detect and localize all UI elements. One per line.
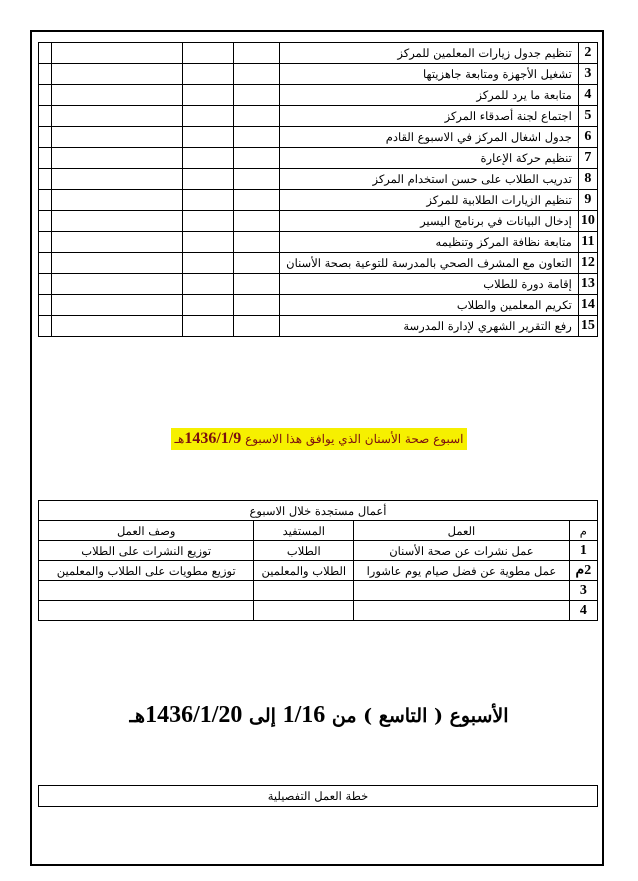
task-text: تنظيم الزيارات الطلابية للمركز [280, 190, 579, 211]
task-cell-empty [233, 106, 279, 127]
task-cell-empty [183, 148, 234, 169]
extra-row [39, 581, 598, 601]
banner-suffix: هـ [174, 432, 185, 446]
task-text: متابعة ما يرد للمركز [280, 85, 579, 106]
task-cell-empty [39, 253, 52, 274]
task-row [39, 232, 598, 253]
task-cell-empty [233, 190, 279, 211]
task-cell-empty [52, 253, 183, 274]
header-description: وصف العمل [39, 521, 254, 541]
task-row [39, 127, 598, 148]
banner-date: 1436/1/9 [184, 430, 242, 447]
task-num: 5 [578, 106, 597, 127]
task-text: تنظيم حركة الإعارة [280, 148, 579, 169]
week-prefix: الأسبوع ( التاسع ) من [331, 705, 509, 727]
week-from: 1/16 [282, 702, 326, 728]
task-row [39, 316, 598, 337]
task-text: إدخال البيانات في برنامج اليسير [280, 211, 579, 232]
task-num: 2 [578, 43, 597, 64]
task-cell-empty [233, 127, 279, 148]
task-cell-empty [183, 232, 234, 253]
task-text: تكريم المعلمين والطلاب [280, 295, 579, 316]
extra-work [354, 581, 570, 601]
task-cell-empty [183, 43, 234, 64]
task-cell-empty [183, 85, 234, 106]
task-cell-empty [52, 106, 183, 127]
task-cell-empty [233, 211, 279, 232]
task-num: 6 [578, 127, 597, 148]
task-cell-empty [233, 274, 279, 295]
plan-box [38, 785, 598, 807]
extra-beneficiary: الطلاب [254, 541, 354, 561]
task-cell-empty [52, 190, 183, 211]
task-text: تدريب الطلاب على حسن استخدام المركز [280, 169, 579, 190]
task-cell-empty [183, 295, 234, 316]
task-text: جدول اشغال المركز في الاسبوع القادم [280, 127, 579, 148]
task-text: تشغيل الأجهزة ومتابعة جاهزيتها [280, 64, 579, 85]
week-to-word: إلى [249, 705, 276, 727]
task-cell-empty [52, 43, 183, 64]
extra-work [354, 601, 570, 621]
highlight-bar [171, 428, 468, 450]
task-cell-empty [233, 316, 279, 337]
task-cell-empty [52, 232, 183, 253]
task-num: 12 [578, 253, 597, 274]
task-num: 10 [578, 211, 597, 232]
task-cell-empty [183, 169, 234, 190]
extra-num: 3 [569, 581, 597, 601]
extra-row [39, 541, 598, 561]
task-cell-empty [183, 316, 234, 337]
task-num: 7 [578, 148, 597, 169]
extra-header-row [39, 521, 598, 541]
plan-label: خطة العمل التفصيلية [267, 789, 369, 803]
task-cell-empty [39, 232, 52, 253]
extra-row [39, 561, 598, 581]
task-cell-empty [52, 169, 183, 190]
task-cell-empty [39, 274, 52, 295]
tasks-table [38, 42, 598, 337]
task-cell-empty [39, 316, 52, 337]
task-num: 13 [578, 274, 597, 295]
task-cell-empty [183, 106, 234, 127]
task-cell-empty [183, 274, 234, 295]
task-row [39, 274, 598, 295]
task-cell-empty [52, 211, 183, 232]
task-cell-empty [52, 64, 183, 85]
task-num: 9 [578, 190, 597, 211]
task-cell-empty [233, 43, 279, 64]
task-cell-empty [233, 64, 279, 85]
task-num: 14 [578, 295, 597, 316]
extra-description [39, 601, 254, 621]
task-cell-empty [39, 106, 52, 127]
task-cell-empty [233, 232, 279, 253]
header-num: م [569, 521, 597, 541]
task-cell-empty [52, 85, 183, 106]
task-cell-empty [233, 85, 279, 106]
task-cell-empty [39, 127, 52, 148]
task-cell-empty [183, 127, 234, 148]
task-num: 3 [578, 64, 597, 85]
task-text: إقامة دورة للطلاب [280, 274, 579, 295]
task-text: التعاون مع المشرف الصحي بالمدرسة للتوعية بصحة الأسنان [280, 253, 579, 274]
week-title [0, 702, 638, 729]
task-row [39, 211, 598, 232]
task-cell-empty [233, 295, 279, 316]
extra-work-table [38, 500, 598, 621]
task-cell-empty [39, 295, 52, 316]
extra-num: 2م [569, 561, 597, 581]
task-num: 8 [578, 169, 597, 190]
task-row [39, 169, 598, 190]
extra-title: أعمال مستجدة خلال الاسبوع [39, 501, 598, 521]
task-row [39, 106, 598, 127]
task-row [39, 64, 598, 85]
week-banner [0, 428, 638, 450]
task-cell-empty [39, 43, 52, 64]
task-cell-empty [183, 211, 234, 232]
header-work: العمل [354, 521, 570, 541]
task-row [39, 85, 598, 106]
banner-text: اسبوع صحة الأسنان الذي يوافق هذا الاسبوع [245, 432, 464, 446]
task-cell-empty [183, 64, 234, 85]
extra-description: توزيع مطويات على الطلاب والمعلمين [39, 561, 254, 581]
task-num: 15 [578, 316, 597, 337]
task-text: تنظيم جدول زيارات المعلمين للمركز [280, 43, 579, 64]
extra-num: 4 [569, 601, 597, 621]
task-cell-empty [183, 190, 234, 211]
task-row [39, 190, 598, 211]
task-cell-empty [39, 148, 52, 169]
task-num: 11 [578, 232, 597, 253]
task-cell-empty [52, 274, 183, 295]
task-cell-empty [52, 295, 183, 316]
task-cell-empty [52, 316, 183, 337]
task-row [39, 43, 598, 64]
extra-beneficiary [254, 581, 354, 601]
task-text: اجتماع لجنة أصدقاء المركز [280, 106, 579, 127]
extra-beneficiary: الطلاب والمعلمين [254, 561, 354, 581]
extra-beneficiary [254, 601, 354, 621]
task-text: متابعة نظافة المركز وتنظيمه [280, 232, 579, 253]
task-cell-empty [233, 148, 279, 169]
extra-description: توزيع النشرات على الطلاب [39, 541, 254, 561]
task-cell-empty [39, 64, 52, 85]
extra-work: عمل نشرات عن صحة الأسنان [354, 541, 570, 561]
task-cell-empty [52, 127, 183, 148]
extra-row [39, 601, 598, 621]
week-suffix: هـ [129, 705, 146, 727]
extra-title-row [39, 501, 598, 521]
extra-description [39, 581, 254, 601]
extra-num: 1 [569, 541, 597, 561]
task-cell-empty [233, 253, 279, 274]
task-num: 4 [578, 85, 597, 106]
header-beneficiary: المستفيد [254, 521, 354, 541]
task-cell-empty [39, 190, 52, 211]
task-cell-empty [39, 211, 52, 232]
task-row [39, 148, 598, 169]
extra-work: عمل مطوية عن فضل صيام يوم عاشورا [354, 561, 570, 581]
task-cell-empty [39, 169, 52, 190]
week-to: 1436/1/20 [145, 702, 243, 728]
task-row [39, 295, 598, 316]
task-cell-empty [183, 253, 234, 274]
task-row [39, 253, 598, 274]
task-cell-empty [52, 148, 183, 169]
task-cell-empty [233, 169, 279, 190]
task-cell-empty [39, 85, 52, 106]
task-text: رفع التقرير الشهري لإدارة المدرسة [280, 316, 579, 337]
